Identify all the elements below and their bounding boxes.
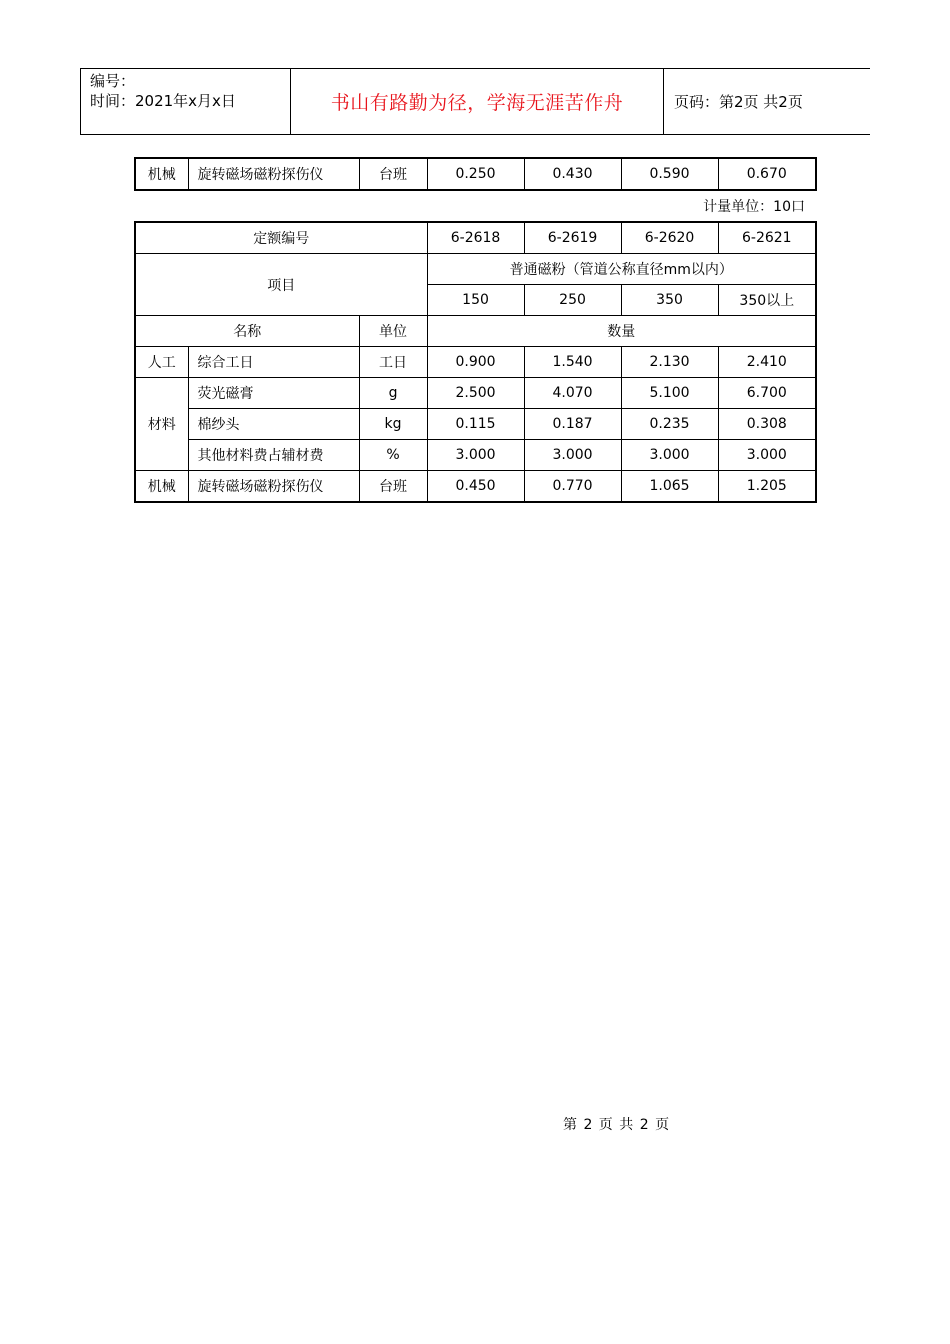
name-cell: 旋转磁场磁粉探伤仪 xyxy=(188,158,359,190)
unit-header: 单位 xyxy=(359,316,427,347)
value-cell: 3.000 xyxy=(718,440,816,471)
unit-cell: % xyxy=(359,440,427,471)
name-cell: 棉纱头 xyxy=(188,409,359,440)
value-cell: 0.250 xyxy=(427,158,524,190)
quota-label: 定额编号 xyxy=(135,222,427,254)
table-row xyxy=(135,409,816,440)
size-cell: 250 xyxy=(524,285,621,316)
value-cell: 4.070 xyxy=(524,378,621,409)
value-cell: 3.000 xyxy=(524,440,621,471)
size-cell: 150 xyxy=(427,285,524,316)
value-cell: 3.000 xyxy=(427,440,524,471)
quantity-header: 数量 xyxy=(427,316,816,347)
quota-code: 6-2619 xyxy=(524,222,621,254)
table-row xyxy=(135,378,816,409)
value-cell: 6.700 xyxy=(718,378,816,409)
document-number-label: 编号： xyxy=(90,72,136,90)
value-cell: 0.235 xyxy=(621,409,718,440)
table-row xyxy=(135,158,816,190)
value-cell: 2.500 xyxy=(427,378,524,409)
unit-cell: 台班 xyxy=(359,471,427,503)
table-row xyxy=(135,471,816,503)
name-cell: 其他材料费占辅材费 xyxy=(188,440,359,471)
table-row xyxy=(135,316,816,347)
quota-code: 6-2621 xyxy=(718,222,816,254)
value-cell: 0.670 xyxy=(718,158,816,190)
header-meta xyxy=(81,69,291,135)
category-cell: 材料 xyxy=(135,378,188,471)
group-title: 普通磁粉（管道公称直径mm以内） xyxy=(427,254,816,285)
category-cell: 机械 xyxy=(135,471,188,503)
value-cell: 0.590 xyxy=(621,158,718,190)
category-cell: 机械 xyxy=(135,158,188,190)
table-row xyxy=(135,222,816,254)
table-row xyxy=(135,254,816,285)
size-cell: 350 xyxy=(621,285,718,316)
unit-cell: 工日 xyxy=(359,347,427,378)
quota-code: 6-2620 xyxy=(621,222,718,254)
value-cell: 0.770 xyxy=(524,471,621,503)
value-cell: 1.540 xyxy=(524,347,621,378)
unit-cell: kg xyxy=(359,409,427,440)
measurement-unit-note: 计量单位：10口 xyxy=(703,199,805,215)
value-cell: 0.450 xyxy=(427,471,524,503)
value-cell: 0.187 xyxy=(524,409,621,440)
name-cell: 荧光磁膏 xyxy=(188,378,359,409)
quota-table xyxy=(134,221,817,503)
header-page-label: 页码：第2页 共2页 xyxy=(664,69,871,135)
value-cell: 2.410 xyxy=(718,347,816,378)
table-row xyxy=(135,440,816,471)
unit-cell: g xyxy=(359,378,427,409)
item-label: 项目 xyxy=(135,254,427,316)
page-footer: 第 2 页 共 2 页 xyxy=(563,1117,670,1133)
category-cell: 人工 xyxy=(135,347,188,378)
size-cell: 350以上 xyxy=(718,285,816,316)
value-cell: 0.430 xyxy=(524,158,621,190)
name-cell: 旋转磁场磁粉探伤仪 xyxy=(188,471,359,503)
value-cell: 5.100 xyxy=(621,378,718,409)
value-cell: 3.000 xyxy=(621,440,718,471)
page-header xyxy=(80,68,870,135)
continued-table xyxy=(134,157,817,191)
unit-cell: 台班 xyxy=(359,158,427,190)
value-cell: 1.065 xyxy=(621,471,718,503)
header-motto: 书山有路勤为径，学海无涯苦作舟 xyxy=(291,69,664,135)
name-cell: 综合工日 xyxy=(188,347,359,378)
table-row xyxy=(135,347,816,378)
value-cell: 0.900 xyxy=(427,347,524,378)
value-cell: 0.115 xyxy=(427,409,524,440)
value-cell: 0.308 xyxy=(718,409,816,440)
document-time-label: 时间：2021年x月x日 xyxy=(90,92,236,110)
quota-code: 6-2618 xyxy=(427,222,524,254)
name-header: 名称 xyxy=(135,316,359,347)
value-cell: 2.130 xyxy=(621,347,718,378)
value-cell: 1.205 xyxy=(718,471,816,503)
